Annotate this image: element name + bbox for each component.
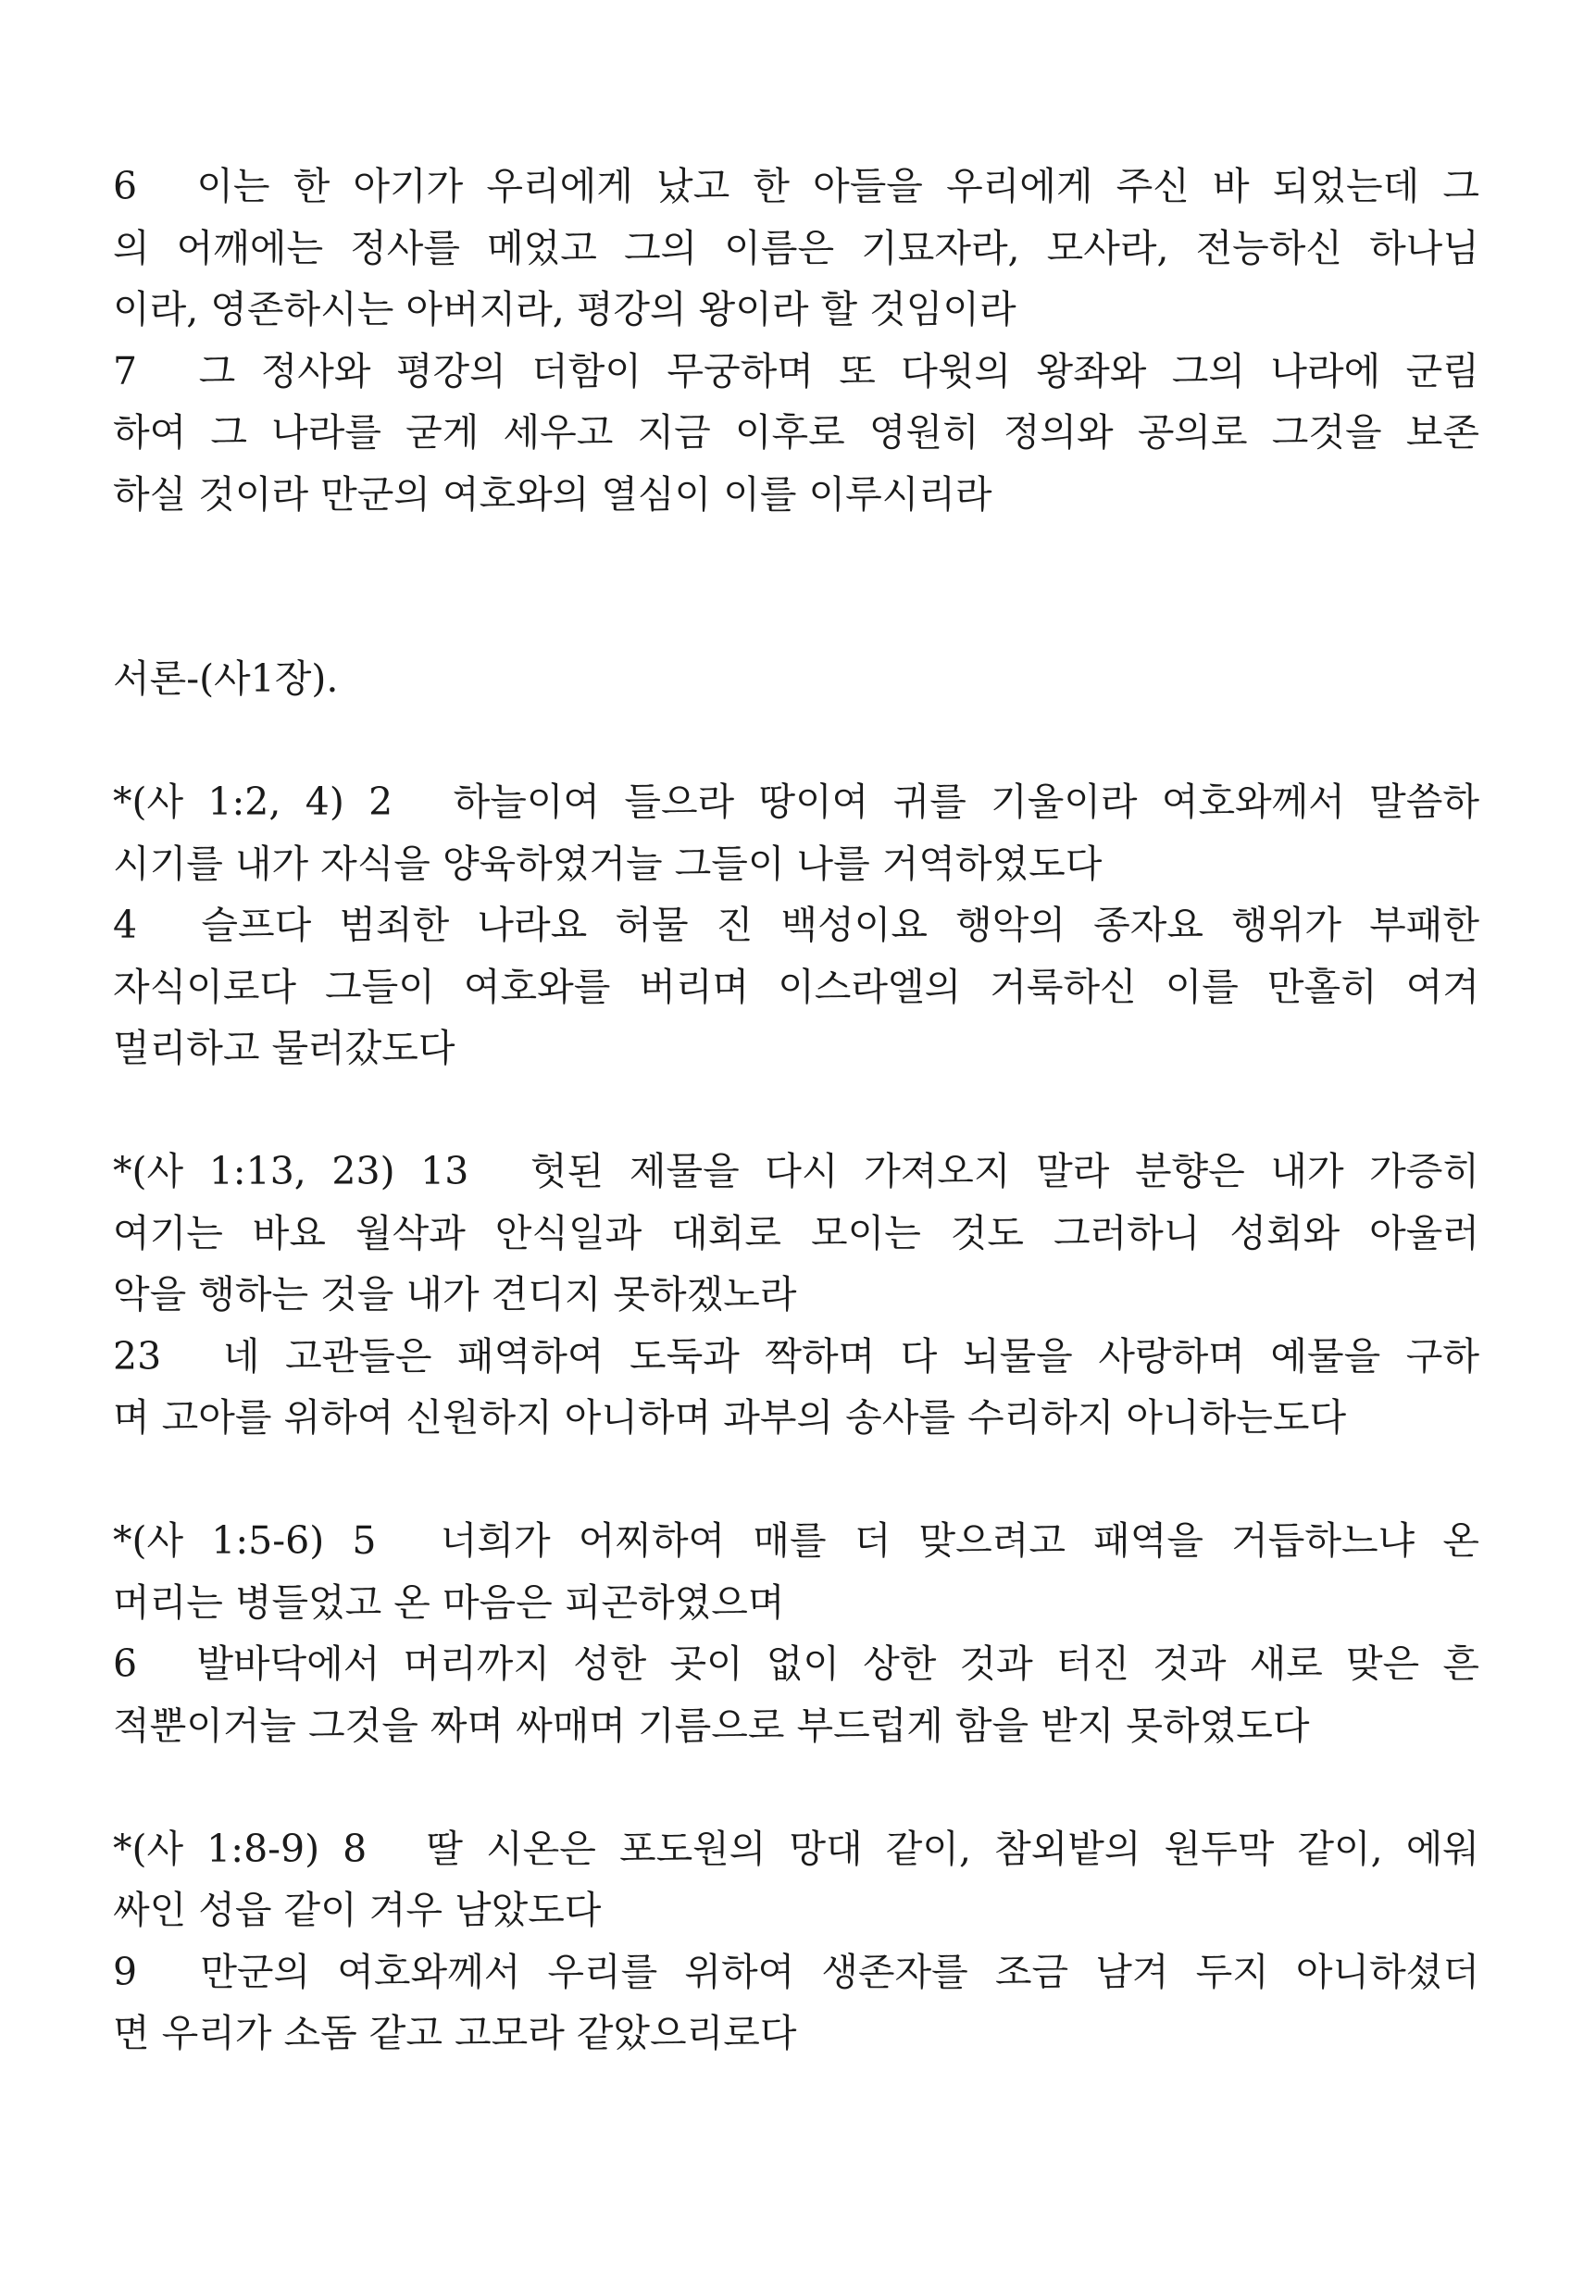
- text-line: 며 고아를 위하여 신원하지 아니하며 과부의 송사를 수리하지 아니하는도다: [113, 1395, 1347, 1440]
- text-line: 7 그 정사와 평강의 더함이 무궁하며 또 다윗의 왕좌와 그의 나라에 군림: [113, 348, 1479, 393]
- text-block: [113, 156, 1479, 648]
- text-line: 서론-(사1장).: [113, 656, 339, 701]
- text-line: 하실 것이라 만군의 여호와의 열심이 이를 이루시리라: [113, 471, 992, 517]
- text-line: 9 만군의 여호와께서 우리를 위하여 생존자를 조금 남겨 두지 아니하셨더: [113, 1949, 1479, 1994]
- text-line: *(사 1:5-6) 5 너희가 어찌하여 매를 더 맞으려고 패역을 거듭하느냐 온: [113, 1518, 1479, 1563]
- text-block: [113, 648, 1479, 771]
- text-line: 6 이는 한 아기가 우리에게 났고 한 아들을 우리에게 주신 바 되었는데 그: [113, 164, 1479, 208]
- text-line: 악을 행하는 것을 내가 견디지 못하겠노라: [113, 1272, 797, 1316]
- blank-line: [113, 1449, 1479, 1511]
- text-line: 시기를 내가 자식을 양육하였거늘 그들이 나를 거역하였도다: [113, 841, 1103, 886]
- text-line: 하여 그 나라를 굳게 세우고 지금 이후로 영원히 정의와 공의로 그것을 보존: [113, 410, 1479, 455]
- blank-line: [113, 1756, 1479, 1818]
- blank-line: [113, 525, 1479, 587]
- text-line: 머리는 병들었고 온 마음은 피곤하였으며: [113, 1579, 785, 1625]
- text-block: [113, 1141, 1479, 1510]
- text-line: 23 네 고관들은 패역하여 도둑과 짝하며 다 뇌물을 사랑하며 예물을 구하: [113, 1333, 1479, 1379]
- text-block: [113, 1818, 1479, 2065]
- text-line: 이라, 영존하시는 아버지라, 평강의 왕이라 할 것임이라: [113, 287, 1016, 331]
- text-line: *(사 1:2, 4) 2 하늘이여 들으라 땅이여 귀를 기울이라 여호와께서 말씀하: [113, 780, 1479, 824]
- text-line: 싸인 성읍 같이 겨우 남았도다: [113, 1888, 602, 1932]
- text-line: 4 슬프다 범죄한 나라요 허물 진 백성이요 행악의 종자요 행위가 부패한: [113, 903, 1479, 947]
- blank-line: [113, 587, 1479, 649]
- text-line: *(사 1:8-9) 8 딸 시온은 포도원의 망대 같이, 참외밭의 원두막 같이, 에워: [113, 1826, 1479, 1871]
- blank-line: [113, 1079, 1479, 1142]
- text-block: [113, 1510, 1479, 1818]
- text-line: 의 어깨에는 정사를 메었고 그의 이름은 기묘자라, 모사라, 전능하신 하나님: [113, 225, 1479, 270]
- blank-line: [113, 710, 1479, 772]
- text-block: [113, 771, 1479, 1141]
- text-line: *(사 1:13, 23) 13 헛된 제물을 다시 가져오지 말라 분향은 내가 가증히: [113, 1149, 1479, 1193]
- document-page: [113, 156, 1479, 2065]
- text-line: 면 우리가 소돔 같고 고모라 같았으리로다: [113, 2011, 797, 2055]
- text-line: 자식이로다 그들이 여호와를 버리며 이스라엘의 거룩하신 이를 만홀히 여겨: [113, 964, 1479, 1009]
- text-line: 적뿐이거늘 그것을 짜며 싸매며 기름으로 부드럽게 함을 받지 못하였도다: [113, 1703, 1310, 1748]
- text-line: 멀리하고 물러갔도다: [113, 1026, 455, 1070]
- text-line: 6 발바닥에서 머리까지 성한 곳이 없이 상한 것과 터진 것과 새로 맞은 흔: [113, 1641, 1479, 1686]
- text-line: 여기는 바요 월삭과 안식일과 대회로 모이는 것도 그러하니 성회와 아울러: [113, 1210, 1479, 1255]
